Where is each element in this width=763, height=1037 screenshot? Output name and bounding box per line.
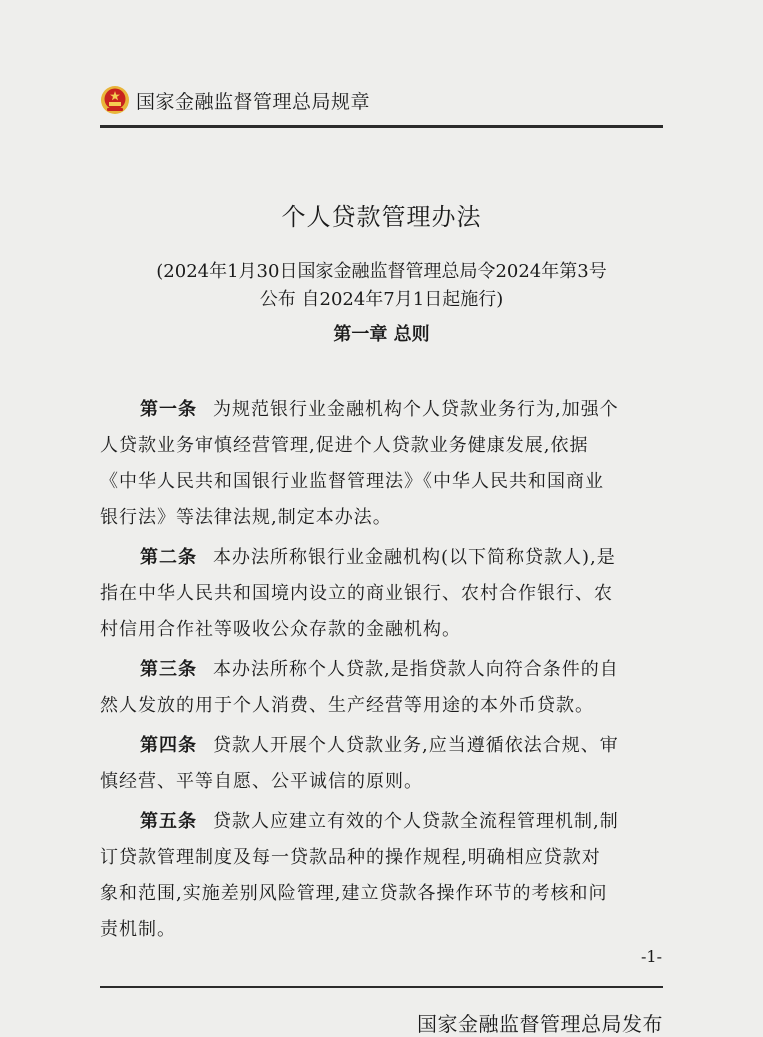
footer-publisher: 国家金融监督管理总局发布 — [417, 1012, 663, 1036]
article-text: 村信用合作社等吸收公众存款的金融机构。 — [100, 619, 461, 640]
article-2 — [100, 540, 666, 648]
national-emblem-icon — [100, 85, 130, 115]
article-number: 第三条 — [140, 659, 197, 680]
article-text: 责机制。 — [100, 919, 176, 940]
article-text: 指在中华人民共和国境内设立的商业银行、农村合作银行、农 — [100, 583, 613, 604]
article-text: 象和范围,实施差别风险管理,建立贷款各操作环节的考核和问 — [100, 883, 608, 904]
header-title: 国家金融监督管理总局规章 — [136, 90, 371, 113]
article-text: 本办法所称银行业金融机构(以下简称贷款人),是 — [213, 547, 616, 568]
subtitle-line-1: (2024年1月30日国家金融监督管理总局令2024年第3号 — [156, 261, 607, 282]
article-number: 第二条 — [140, 547, 197, 568]
article-3 — [100, 652, 666, 724]
article-number: 第五条 — [140, 811, 197, 832]
document-subtitle — [100, 258, 663, 314]
page-number: -1- — [641, 947, 662, 966]
article-text: 银行法》等法律法规,制定本办法。 — [100, 507, 392, 528]
article-text: 贷款人应建立有效的个人贷款全流程管理机制,制 — [213, 811, 619, 832]
footer-rule — [100, 986, 663, 988]
article-text: 订贷款管理制度及每一贷款品种的操作规程,明确相应贷款对 — [100, 847, 601, 868]
subtitle-line-2: 公布 自2024年7月1日起施行) — [259, 289, 504, 310]
article-1 — [100, 392, 666, 536]
article-number: 第一条 — [140, 399, 197, 420]
article-5 — [100, 804, 666, 948]
article-text: 慎经营、平等自愿、公平诚信的原则。 — [100, 771, 423, 792]
article-text: 贷款人开展个人贷款业务,应当遵循依法合规、审 — [213, 735, 619, 756]
article-text: 然人发放的用于个人消费、生产经营等用途的本外币贷款。 — [100, 695, 594, 716]
chapter-heading: 第一章 总则 — [333, 324, 430, 345]
article-list — [100, 392, 666, 952]
article-text: 为规范银行业金融机构个人贷款业务行为,加强个 — [213, 399, 619, 420]
document-title: 个人贷款管理办法 — [281, 203, 482, 231]
article-4 — [100, 728, 666, 800]
article-number: 第四条 — [140, 735, 197, 756]
document-header — [100, 83, 660, 117]
article-text: 人贷款业务审慎经营管理,促进个人贷款业务健康发展,依据 — [100, 435, 589, 456]
header-rule — [100, 125, 663, 128]
article-text: 本办法所称个人贷款,是指贷款人向符合条件的自 — [213, 659, 619, 680]
article-text: 《中华人民共和国银行业监督管理法》《中华人民共和国商业 — [100, 471, 604, 492]
